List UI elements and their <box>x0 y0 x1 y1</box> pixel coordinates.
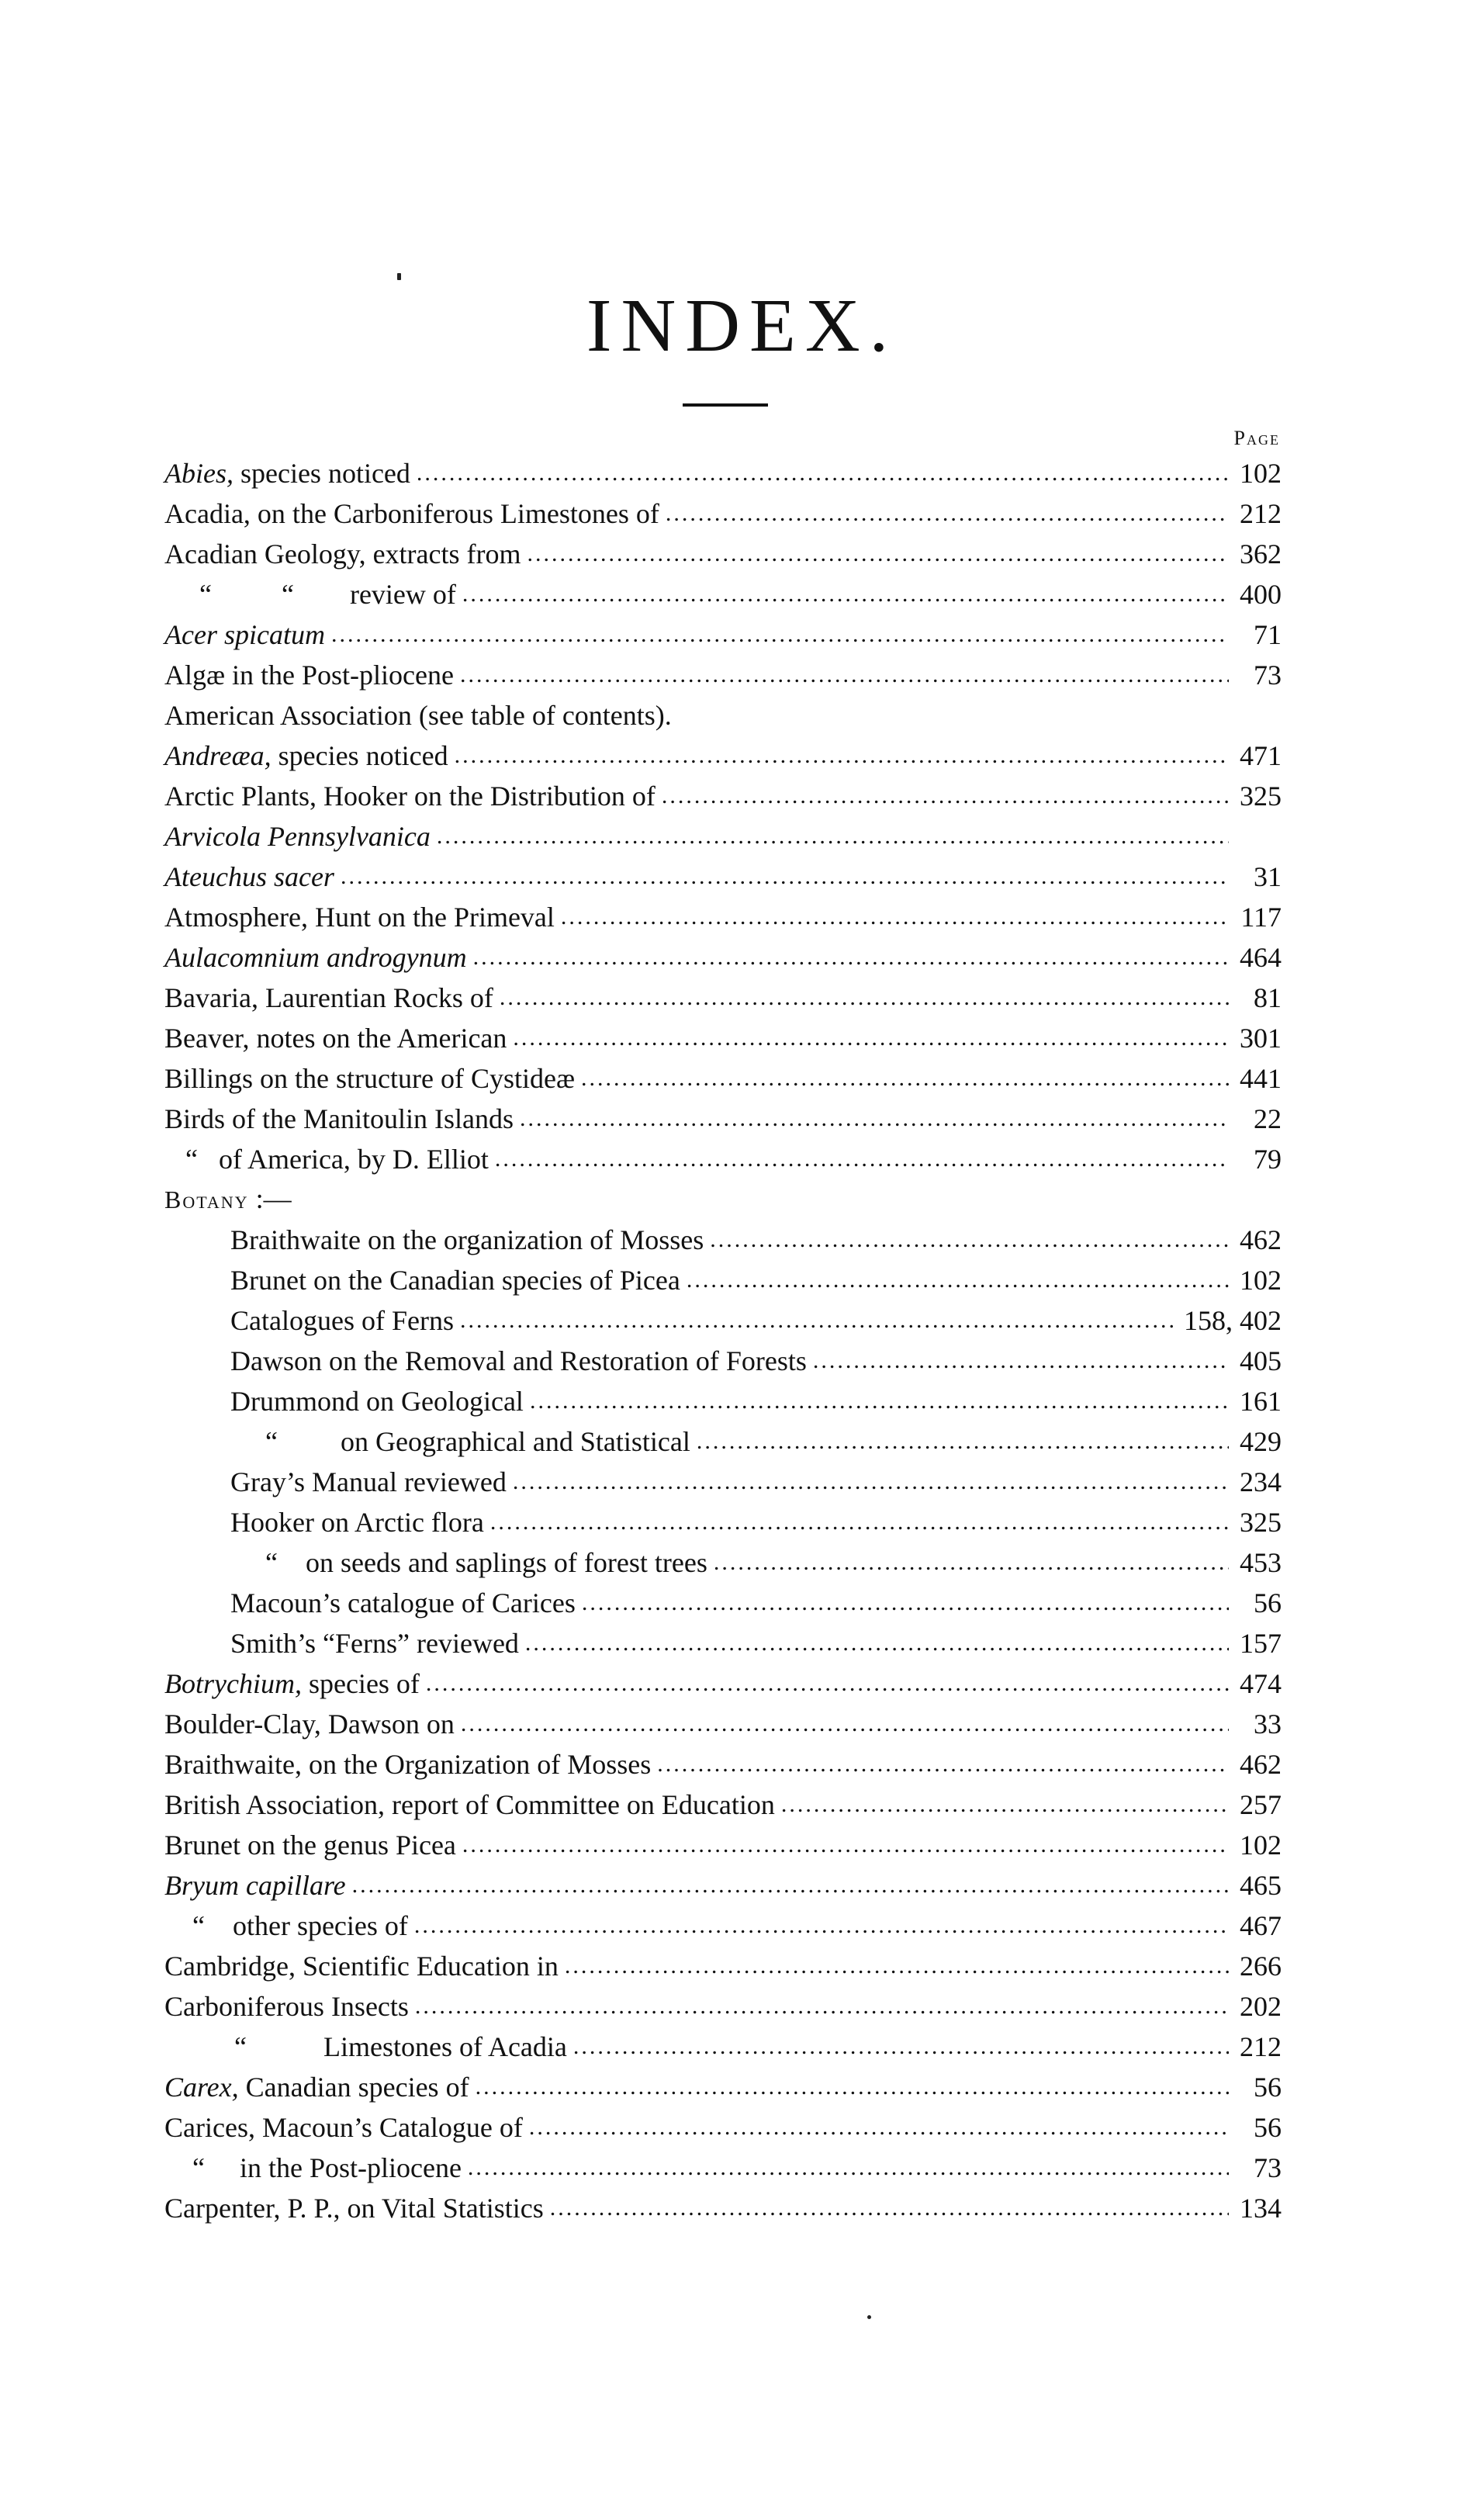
dot-leader <box>462 574 1229 614</box>
dot-leader <box>500 978 1229 1018</box>
index-entry <box>164 1139 1282 1179</box>
dot-leader <box>513 1462 1229 1502</box>
entry-text: Birds of the Manitoulin Islands <box>164 1103 514 1134</box>
entry-page-number: 471 <box>1240 740 1282 771</box>
entry-page-number: 102 <box>1240 458 1282 489</box>
entry-label <box>164 1785 775 1825</box>
index-entry <box>164 736 1282 776</box>
entry-italic-term: Botrychium, <box>164 1668 302 1699</box>
entry-label <box>164 1906 408 1946</box>
entry-label <box>230 1381 524 1421</box>
dot-leader <box>550 2188 1229 2228</box>
entry-page-number: 161 <box>1240 1386 1282 1417</box>
entry-page-number: 257 <box>1240 1789 1282 1820</box>
dot-leader <box>455 736 1229 776</box>
entry-page-number: 301 <box>1240 1023 1282 1054</box>
index-entry <box>164 978 1282 1018</box>
dot-leader <box>298 1179 1229 1220</box>
index-entry <box>164 937 1282 978</box>
entry-text: “ on seeds and saplings of forest trees <box>230 1547 707 1578</box>
dot-leader <box>573 2027 1229 2067</box>
entry-label <box>164 574 456 614</box>
dot-leader <box>331 614 1229 655</box>
entry-label <box>164 897 555 937</box>
entry-page-number: 102 <box>1240 1265 1282 1296</box>
dot-leader <box>462 1825 1229 1865</box>
dot-leader <box>414 1906 1229 1946</box>
entry-text: Boulder-Clay, Dawson on <box>164 1708 455 1740</box>
entry-page-number: 462 <box>1240 1749 1282 1780</box>
index-entry <box>164 776 1282 816</box>
entry-page-number: 33 <box>1254 1708 1282 1740</box>
entry-page-number: 134 <box>1240 2193 1282 2224</box>
entry-text: Dawson on the Removal and Restoration of Forests <box>230 1345 807 1376</box>
entry-text: Drummond on Geological <box>230 1386 524 1417</box>
entry-label <box>164 1179 292 1220</box>
entry-page-number: 474 <box>1240 1668 1282 1699</box>
dot-leader <box>415 1986 1229 2027</box>
entry-text: Smith’s “Ferns” reviewed <box>230 1628 519 1659</box>
dot-leader <box>561 897 1229 937</box>
entry-label <box>164 1825 456 1865</box>
entry-text: Carboniferous Insects <box>164 1991 409 2022</box>
entry-label <box>164 2148 462 2188</box>
index-entry <box>164 534 1282 574</box>
entry-label <box>230 1300 454 1341</box>
entry-text: species of <box>301 1668 420 1699</box>
dot-leader <box>352 1865 1229 1906</box>
index-entry <box>164 1502 1282 1542</box>
entry-label <box>164 937 467 978</box>
entry-page-number: 56 <box>1254 2112 1282 2143</box>
dot-leader <box>697 1421 1229 1462</box>
entry-label <box>164 736 448 776</box>
dot-leader <box>417 453 1229 493</box>
entry-label <box>230 1220 704 1260</box>
entry-label <box>230 1623 519 1663</box>
dot-leader <box>468 2148 1229 2188</box>
page-title: INDEX. <box>586 284 898 368</box>
entry-italic-term: Aulacomnium androgynum <box>164 942 467 973</box>
entry-page-number: 73 <box>1254 659 1282 691</box>
entry-page-number: 157 <box>1240 1628 1282 1659</box>
entry-text: “ “ review of <box>164 579 456 610</box>
index-entry <box>164 1744 1282 1785</box>
dot-leader <box>565 1946 1229 1986</box>
entry-page-number: 202 <box>1240 1991 1282 2022</box>
entry-page-number: 362 <box>1240 538 1282 569</box>
index-entry <box>164 1785 1282 1825</box>
index-entry <box>164 1381 1282 1421</box>
entry-label <box>230 1421 690 1462</box>
entry-section-heading: Botany <box>164 1186 249 1213</box>
entry-text: :— <box>248 1183 292 1214</box>
dot-leader <box>714 1542 1229 1583</box>
index-entry <box>164 1704 1282 1744</box>
entry-label <box>164 1018 507 1058</box>
entry-page-number: 212 <box>1240 498 1282 529</box>
dot-leader <box>460 655 1229 695</box>
entry-page-number: 325 <box>1240 781 1282 812</box>
dot-leader <box>460 1300 1178 1341</box>
index-entry <box>164 695 1282 736</box>
entry-page-number: 453 <box>1240 1547 1282 1578</box>
dot-leader <box>666 493 1229 534</box>
index-entry <box>164 1542 1282 1583</box>
entry-page-number: 22 <box>1254 1103 1282 1134</box>
dot-leader <box>678 695 1229 736</box>
index-entry <box>164 1018 1282 1058</box>
entry-text: species noticed <box>233 458 410 489</box>
index-entry <box>164 816 1282 857</box>
entry-label <box>230 1502 484 1542</box>
entry-text: Hooker on Arctic flora <box>230 1507 484 1538</box>
entry-italic-term: Bryum capillare <box>164 1870 346 1901</box>
entry-page-number: 467 <box>1240 1910 1282 1941</box>
index-entry <box>164 2188 1282 2228</box>
entry-text: Bavaria, Laurentian Rocks of <box>164 982 493 1013</box>
entry-label <box>164 1139 489 1179</box>
entry-label <box>164 816 431 857</box>
entry-page-number: 56 <box>1254 2072 1282 2103</box>
dot-leader <box>781 1785 1229 1825</box>
entry-page-number: 212 <box>1240 2031 1282 2062</box>
dot-leader <box>437 816 1229 857</box>
index-entry <box>164 2107 1282 2148</box>
index-entries <box>164 453 1282 2228</box>
entry-text: Acadian Geology, extracts from <box>164 538 521 569</box>
entry-text: Brunet on the genus Picea <box>164 1830 456 1861</box>
entry-page-number: 117 <box>1240 902 1282 933</box>
entry-italic-term: Carex, <box>164 2072 239 2103</box>
entry-label <box>164 1986 409 2027</box>
dot-leader <box>513 1018 1229 1058</box>
entry-page-number: 73 <box>1254 2152 1282 2183</box>
entry-label <box>164 453 410 493</box>
dot-leader <box>461 1704 1229 1744</box>
index-entry <box>164 1341 1282 1381</box>
index-entry <box>164 453 1282 493</box>
index-entry <box>164 2067 1282 2107</box>
dot-leader <box>520 1099 1229 1139</box>
entry-label <box>230 1583 576 1623</box>
entry-text: Billings on the structure of Cystideæ <box>164 1063 575 1094</box>
entry-page-number: 400 <box>1240 579 1282 610</box>
entry-text: British Association, report of Committee on Education <box>164 1789 775 1820</box>
index-entry <box>164 2148 1282 2188</box>
entry-page-number: 71 <box>1254 619 1282 650</box>
dot-leader <box>657 1744 1229 1785</box>
entry-text: “ in the Post-pliocene <box>164 2152 462 2183</box>
index-entry <box>164 1825 1282 1865</box>
entry-text: Carices, Macoun’s Catalogue of <box>164 2112 523 2143</box>
entry-page-number: 266 <box>1240 1951 1282 1982</box>
entry-text: Arctic Plants, Hooker on the Distribution of <box>164 781 656 812</box>
entry-text: Algæ in the Post-pliocene <box>164 659 454 691</box>
dot-leader <box>476 2067 1229 2107</box>
entry-italic-term: Arvicola Pennsylvanica <box>164 821 431 852</box>
entry-page-number: 462 <box>1240 1224 1282 1255</box>
entry-text: Gray’s Manual reviewed <box>230 1466 507 1497</box>
entry-label <box>230 1462 507 1502</box>
dot-leader <box>529 2107 1229 2148</box>
entry-text: “ Limestones of Acadia <box>164 2031 567 2062</box>
entry-italic-term: Acer spicatum <box>164 619 325 650</box>
entry-text: Macoun’s catalogue of Carices <box>230 1587 576 1618</box>
index-entry <box>164 1865 1282 1906</box>
entry-page-number: 465 <box>1240 1870 1282 1901</box>
ink-speck-bottom <box>867 2315 871 2319</box>
index-entry <box>164 1906 1282 1946</box>
index-entry <box>164 1300 1282 1341</box>
entry-page-number: 102 <box>1240 1830 1282 1861</box>
entry-label <box>164 1946 559 1986</box>
entry-label <box>164 695 672 736</box>
entry-text: American Association (see table of contents). <box>164 700 672 731</box>
index-entry <box>164 655 1282 695</box>
entry-page-number: 56 <box>1254 1587 1282 1618</box>
dot-leader <box>495 1139 1229 1179</box>
entry-label <box>164 776 656 816</box>
entry-label <box>230 1341 807 1381</box>
dot-leader <box>662 776 1229 816</box>
entry-page-number: 429 <box>1240 1426 1282 1457</box>
entry-label <box>164 1865 346 1906</box>
index-entry <box>164 1583 1282 1623</box>
dot-leader <box>581 1058 1229 1099</box>
entry-italic-term: Ateuchus sacer <box>164 861 334 892</box>
dot-leader <box>525 1623 1229 1663</box>
entry-text: “ on Geographical and Statistical <box>230 1426 690 1457</box>
entry-label <box>164 1099 514 1139</box>
page-column-heading: Page <box>1233 427 1280 449</box>
dot-leader <box>687 1260 1229 1300</box>
entry-label <box>164 978 493 1018</box>
entry-italic-term: Abies, <box>164 458 233 489</box>
index-entry <box>164 857 1282 897</box>
index-entry <box>164 614 1282 655</box>
index-entry <box>164 1986 1282 2027</box>
entry-label <box>164 1058 575 1099</box>
index-entry <box>164 897 1282 937</box>
entry-page-number: 234 <box>1240 1466 1282 1497</box>
entry-label <box>164 857 334 897</box>
index-entry <box>164 574 1282 614</box>
dot-leader <box>813 1341 1229 1381</box>
entry-label <box>164 614 325 655</box>
dot-leader <box>530 1381 1229 1421</box>
entry-page-number: 31 <box>1254 861 1282 892</box>
index-entry <box>164 1260 1282 1300</box>
entry-label <box>164 1744 651 1785</box>
entry-page-number: 405 <box>1240 1345 1282 1376</box>
title-rule <box>683 403 768 407</box>
entry-label <box>230 1542 707 1583</box>
index-entry <box>164 493 1282 534</box>
entry-text: Canadian species of <box>238 2072 469 2103</box>
index-entry <box>164 1058 1282 1099</box>
index-entry <box>164 1462 1282 1502</box>
dot-leader <box>528 534 1230 574</box>
entry-label <box>164 1663 420 1704</box>
entry-page-number: 325 <box>1240 1507 1282 1538</box>
entry-text: Brunet on the Canadian species of Picea <box>230 1265 680 1296</box>
entry-page-number: 158, 402 <box>1184 1305 1282 1336</box>
entry-label <box>164 2067 469 2107</box>
entry-label <box>164 2107 523 2148</box>
dot-leader <box>582 1583 1229 1623</box>
dot-leader <box>473 937 1229 978</box>
index-entry <box>164 1623 1282 1663</box>
entry-text: Braithwaite, on the Organization of Mosses <box>164 1749 652 1780</box>
dot-leader <box>341 857 1229 897</box>
dot-leader <box>490 1502 1229 1542</box>
entry-label <box>164 534 521 574</box>
entry-text: “ other species of <box>164 1910 408 1941</box>
entry-page-number: 441 <box>1240 1063 1282 1094</box>
index-entry <box>164 1946 1282 1986</box>
entry-label <box>164 655 454 695</box>
entry-text: species noticed <box>271 740 448 771</box>
index-entry <box>164 1663 1282 1704</box>
entry-text: Catalogues of Ferns <box>230 1305 454 1336</box>
entry-page-number: 81 <box>1254 982 1282 1013</box>
index-entry <box>164 1179 1282 1220</box>
index-entry <box>164 1099 1282 1139</box>
entry-label <box>230 1260 680 1300</box>
entry-text: Atmosphere, Hunt on the Primeval <box>164 902 555 933</box>
entry-page-number: 79 <box>1254 1144 1282 1175</box>
index-entry <box>164 2027 1282 2067</box>
entry-text: Acadia, on the Carboniferous Limestones of <box>164 498 659 529</box>
entry-label <box>164 2027 567 2067</box>
index-entry <box>164 1220 1282 1260</box>
entry-label <box>164 1704 455 1744</box>
entry-italic-term: Andreæa, <box>164 740 272 771</box>
dot-leader <box>710 1220 1229 1260</box>
entry-text: Braithwaite on the organization of Mosses <box>230 1224 704 1255</box>
entry-text: Cambridge, Scientific Education in <box>164 1951 559 1982</box>
index-entry <box>164 1421 1282 1462</box>
entry-label <box>164 493 659 534</box>
entry-text: Carpenter, P. P., on Vital Statistics <box>164 2193 544 2224</box>
entry-text: “ of America, by D. Elliot <box>164 1144 489 1175</box>
entry-text: Beaver, notes on the American <box>164 1023 507 1054</box>
dot-leader <box>426 1663 1229 1704</box>
entry-label <box>164 2188 544 2228</box>
entry-page-number: 464 <box>1240 942 1282 973</box>
